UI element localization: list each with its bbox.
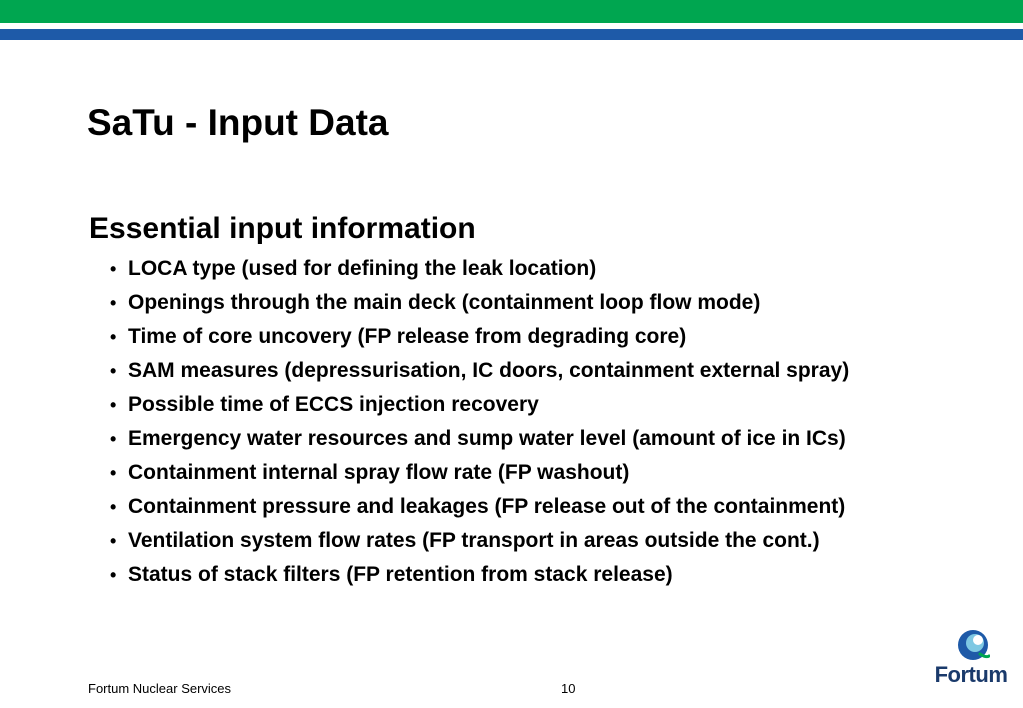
bullet-icon: • (110, 361, 117, 381)
header-green-bar (0, 0, 1023, 23)
bullet-icon: • (110, 497, 117, 517)
footer-organization: Fortum Nuclear Services (88, 681, 232, 696)
bullet-icon: • (110, 463, 117, 483)
bullet-item (110, 422, 849, 456)
bullet-item (110, 456, 849, 490)
bullet-item (110, 320, 849, 354)
bullet-icon: • (110, 259, 117, 279)
bullet-item (110, 354, 849, 388)
bullet-item (110, 490, 849, 524)
bullet-text: Emergency water resources and sump water level (amount of ice in ICs) (128, 427, 846, 450)
bullet-icon: • (110, 565, 117, 585)
bullet-text: Containment internal spray flow rate (FP washout) (128, 461, 630, 484)
bullet-item (110, 524, 849, 558)
bullet-icon: • (110, 531, 117, 551)
bullet-icon: • (110, 429, 117, 449)
header-blue-bar (0, 29, 1023, 40)
bullet-icon: • (110, 395, 117, 415)
bullet-item (110, 286, 849, 320)
bullet-text: Possible time of ECCS injection recovery (128, 393, 539, 416)
bullet-text: SAM measures (depressurisation, IC doors, containment external spray) (128, 359, 850, 382)
bullet-text: Ventilation system flow rates (FP transport in areas outside the cont.) (128, 529, 820, 552)
logo-wordmark: Fortum (934, 662, 1008, 687)
slide-subtitle: Essential input information (89, 212, 476, 245)
bullet-icon: • (110, 293, 117, 313)
bullet-text: Openings through the main deck (containment loop flow mode) (128, 291, 761, 314)
bullet-item (110, 388, 849, 422)
bullet-text: Containment pressure and leakages (FP release out of the containment) (128, 495, 846, 518)
bullet-item (110, 252, 849, 286)
fortum-logo-icon (956, 628, 990, 662)
fortum-logo (934, 626, 1008, 688)
slide-title: SaTu - Input Data (87, 102, 389, 143)
page-number: 10 (561, 681, 576, 696)
bullet-item (110, 558, 849, 592)
bullet-text: LOCA type (used for defining the leak location) (128, 257, 597, 280)
bullet-list (110, 252, 849, 592)
bullet-text: Status of stack filters (FP retention from stack release) (128, 563, 673, 586)
bullet-text: Time of core uncovery (FP release from degrading core) (128, 325, 687, 348)
bullet-icon: • (110, 327, 117, 347)
